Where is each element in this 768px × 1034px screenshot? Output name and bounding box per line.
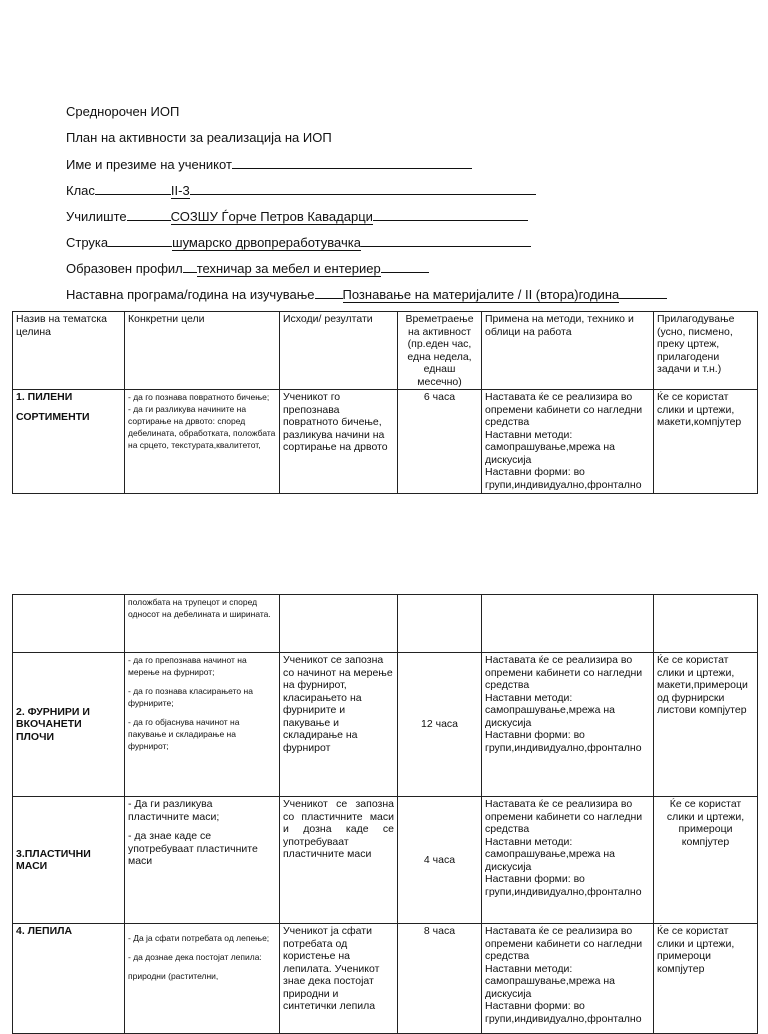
table-row xyxy=(13,653,758,797)
adaptation-cell: Ќе се користат слики и цртежи, макети,примероци од фурнирски листови компјутер xyxy=(654,653,758,797)
student-line xyxy=(66,156,472,172)
school-blank xyxy=(127,208,171,221)
adaptation-cell xyxy=(654,595,758,653)
col-header-goals: Конкретни цели xyxy=(125,312,280,390)
goal-item: - да знае каде се употребуваат пластичните маси xyxy=(128,830,258,867)
methods-line: Наставата ќе се реализира во опремени кабинети со нагледни средства xyxy=(485,798,643,835)
plan-line xyxy=(66,130,332,145)
methods-line: Наставни методи: самопрашување,мрежа на дискусија xyxy=(485,962,615,1000)
methods-line: Наставата ќе се реализира во опремени кабинети со нагледни средства xyxy=(485,925,643,962)
methods-line: Наставни форми: во групи,индивидуално,фронтално xyxy=(485,729,642,754)
col-header-theme: Назив на тематска целина xyxy=(13,312,125,390)
duration-cell: 8 часа xyxy=(398,924,482,1034)
goals-cell xyxy=(125,390,280,494)
goal-item: - да го препознава начинот на мерење на фурнирот; xyxy=(128,655,247,677)
methods-line: Наставни форми: во групи,индивидуално,фронтално xyxy=(485,1000,642,1025)
field-blank-end xyxy=(361,234,531,247)
methods-cell xyxy=(482,595,654,653)
outcome-cell: Ученикот ја сфати потребата од користење на лепилата. Ученикот знае дека постојат природни и синтетички лепила xyxy=(280,924,398,1034)
program-value: Познавање на материјалите / II (втора)година xyxy=(342,287,620,302)
profile-blank-end xyxy=(381,260,429,273)
goals-cell xyxy=(125,653,280,797)
theme-cell: 4. ЛЕПИЛА xyxy=(13,924,125,1034)
outcome-cell: Ученикот го препознава повратното бичење, разликува начини на сортирање на дрвото xyxy=(280,390,398,494)
goal-item: - да дознае дека постојат лепила: xyxy=(128,952,262,962)
col-header-adaptation: Прилагодување (усно, писмено, преку цртеж, прилагодени задачи и т.н.) xyxy=(654,312,758,390)
student-blank xyxy=(232,156,472,169)
profile-blank xyxy=(183,260,197,273)
col-header-outcomes: Исходи/ резултати xyxy=(280,312,398,390)
methods-line: Наставни методи: самопрашување,мрежа на дискусија xyxy=(485,428,615,466)
methods-line: Наставни методи: самопрашување,мрежа на дискусија xyxy=(485,691,615,729)
goal-item: - да ги разликува начините на сортирање на дрвото: според дебелината, обработката, положбата на срцето, текстурата,квалитетот, xyxy=(128,404,276,450)
profile-line xyxy=(66,260,429,276)
school-line xyxy=(66,208,528,224)
goal-item: - Да ги разликува пластичните маси; xyxy=(128,798,220,823)
class-blank xyxy=(95,182,171,195)
methods-cell xyxy=(482,797,654,924)
col-header-duration: Времетраење на активност (пр.еден час, една недела, еднаш месечно) xyxy=(398,312,482,390)
theme-title-line2: СОРТИМЕНТИ xyxy=(16,410,90,423)
profile-label: Образовен профил xyxy=(66,261,183,276)
methods-cell xyxy=(482,653,654,797)
methods-cell xyxy=(482,924,654,1034)
theme-title-line1: 1. ПИЛЕНИ xyxy=(16,391,73,403)
class-value: II-3 xyxy=(170,183,190,198)
program-blank xyxy=(315,286,343,299)
duration-cell: 4 часа xyxy=(398,797,482,924)
field-value: шумарско дрвопреработувачка xyxy=(172,235,361,250)
methods-line: Наставни методи: самопрашување,мрежа на дискусија xyxy=(485,835,615,873)
table-header-row xyxy=(13,312,758,390)
field-label: Струка xyxy=(66,235,109,250)
col-header-methods: Примена на методи, технико и облици на работа xyxy=(482,312,654,390)
table-row xyxy=(13,797,758,924)
theme-cell xyxy=(13,390,125,494)
document-title xyxy=(66,104,179,119)
table-row xyxy=(13,390,758,494)
class-label: Клас xyxy=(66,183,95,198)
iop-table-part2 xyxy=(12,594,758,1034)
field-line xyxy=(66,234,531,250)
methods-cell xyxy=(482,390,654,494)
theme-cell: 3.ПЛАСТИЧНИ МАСИ xyxy=(13,797,125,924)
goal-item: - да го објаснува начинот на пакување и складирање на фурнирот; xyxy=(128,717,240,751)
goal-item: природни (растителни, xyxy=(128,971,219,981)
program-line xyxy=(66,286,667,302)
class-blank-end xyxy=(190,182,536,195)
methods-line: Наставата ќе се реализира во опремени кабинети со нагледни средства xyxy=(485,654,643,691)
title-text: Среднорочен ИОП xyxy=(66,104,180,119)
class-line xyxy=(66,182,536,198)
outcome-cell: Ученикот се запозна со начинот на мерење на фурнирот, класирањето на фурнирите и пакување и складирање на фурнирот xyxy=(280,653,398,797)
duration-cell xyxy=(398,595,482,653)
methods-line: Наставни форми: во групи,индивидуално,фронтално xyxy=(485,873,642,898)
program-blank-end xyxy=(619,286,667,299)
goals-cell xyxy=(125,924,280,1034)
program-label: Наставна програма/година на изучување xyxy=(66,287,315,302)
goals-cell xyxy=(125,797,280,924)
student-label: Име и презиме на ученикот xyxy=(66,157,232,172)
goal-item: - да го познава повратното бичење; xyxy=(128,392,270,402)
iop-table-part1 xyxy=(12,311,758,494)
duration-cell: 12 часа xyxy=(398,653,482,797)
methods-line: Наставни форми: во групи,индивидуално,фронтално xyxy=(485,466,642,491)
school-label: Училиште xyxy=(66,209,127,224)
goal-item: - Да ја сфати потребата од лепење; xyxy=(128,933,270,943)
adaptation-cell: Ќе се користат слики и цртежи, примероци компјутер xyxy=(654,924,758,1034)
duration-cell: 6 часа xyxy=(398,390,482,494)
school-blank-end xyxy=(373,208,528,221)
profile-value: техничар за мебел и ентериер xyxy=(196,261,381,276)
table-row xyxy=(13,595,758,653)
outcome-cell xyxy=(280,595,398,653)
field-blank xyxy=(108,234,172,247)
adaptation-cell: Ќе се користат слики и цртежи, примероци компјутер xyxy=(654,797,758,924)
theme-cell: 2. ФУРНИРИ И ВКОЧАНЕТИ ПЛОЧИ xyxy=(13,653,125,797)
table-row xyxy=(13,924,758,1034)
goal-item: - да го познава класирањето на фурнирите; xyxy=(128,686,253,708)
school-value: СОЗШУ Ѓорче Петров Кавадарци xyxy=(170,209,373,224)
adaptation-cell: Ќе се користат слики и цртежи, макети,компјутер xyxy=(654,390,758,494)
goals-cell: положбата на трупецот и според односот на дебелината и ширината. xyxy=(125,595,280,653)
theme-cell xyxy=(13,595,125,653)
outcome-cell: Ученикот се запозна со пластичните маси и дозна каде се употребуваат пластичните маси xyxy=(280,797,398,924)
plan-text: План на активности за реализација на ИОП xyxy=(66,130,332,145)
methods-line: Наставата ќе се реализира во опремени кабинети со нагледни средства xyxy=(485,391,643,428)
